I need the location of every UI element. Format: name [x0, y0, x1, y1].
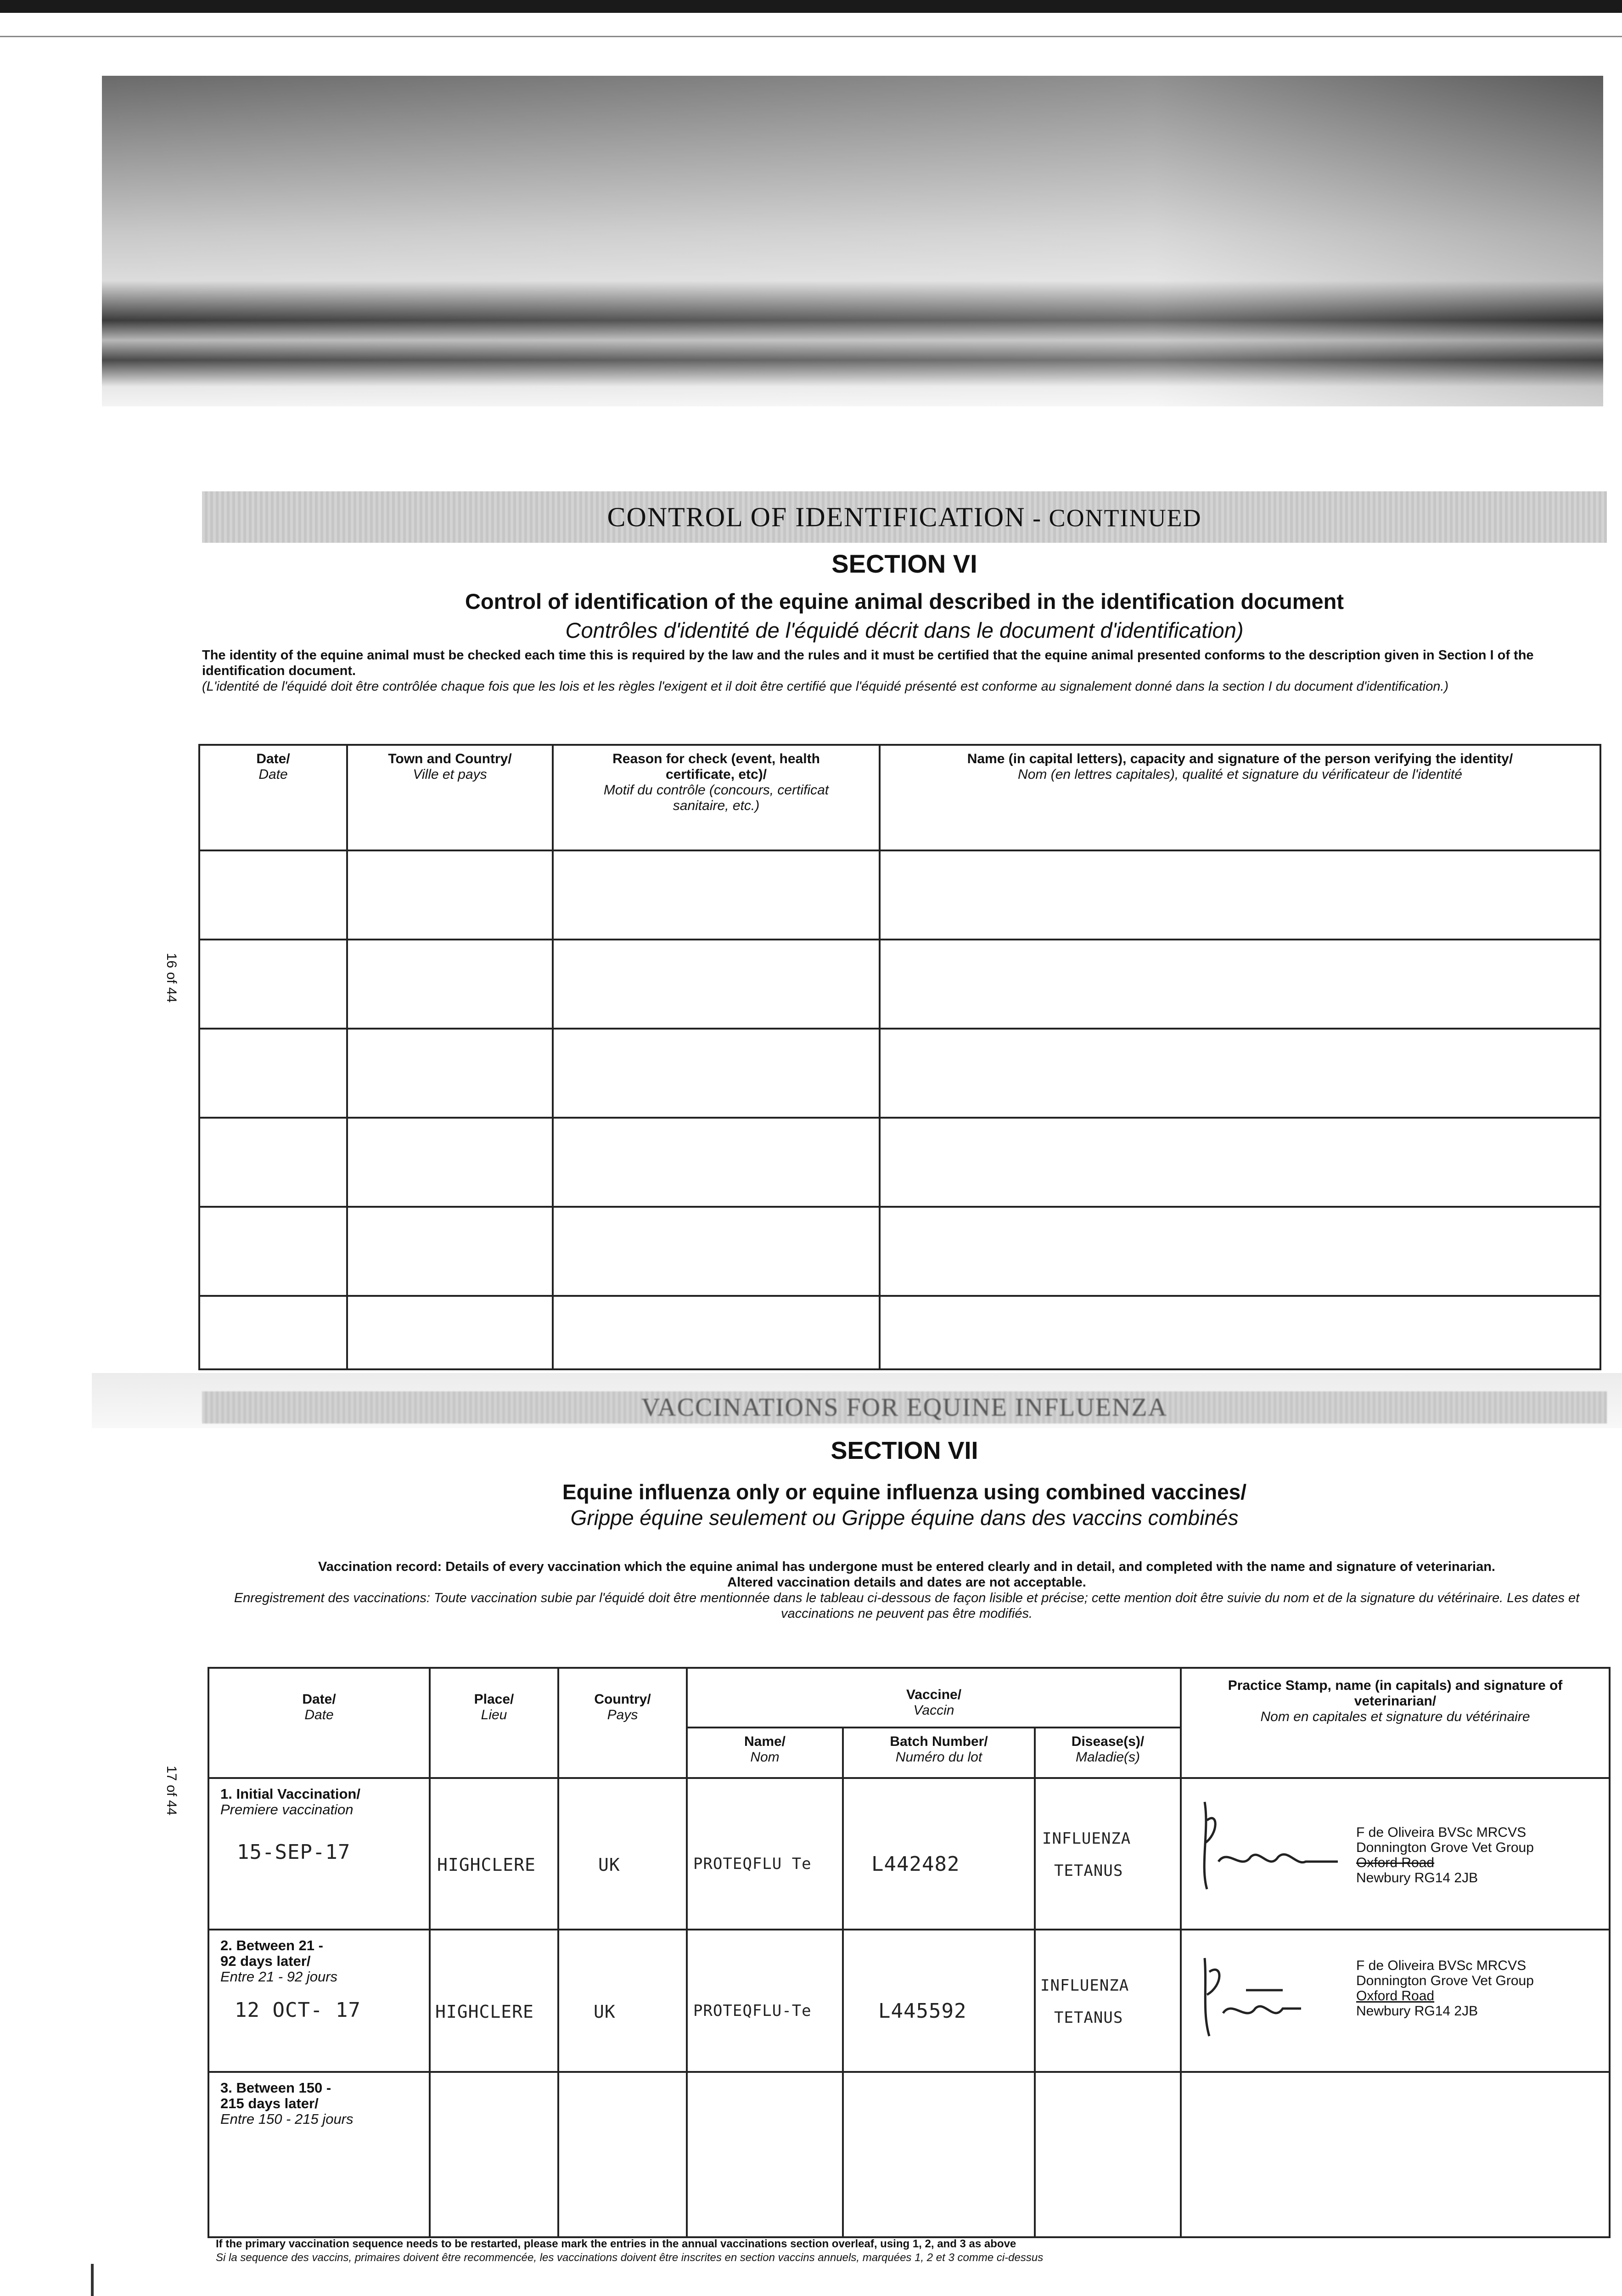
stamp-line: F de Oliveira BVSc MRCVS [1356, 1958, 1527, 1973]
vacc-country-cell[interactable] [558, 1778, 687, 1930]
row-label: 3. Between 150 - 215 days later/ [220, 2080, 331, 2111]
vacc-name-cell[interactable] [687, 1778, 843, 1930]
reason-cell[interactable] [553, 940, 880, 1029]
vacc-batch-cell[interactable] [843, 1778, 1035, 1930]
section6-intro-en: The identity of the equine animal must be checked each time this is required by the law and the rules and it must be certified that the equine animal presented conforms to the description given in Section I of the identification document. [202, 648, 1534, 678]
reason-cell[interactable] [553, 1029, 880, 1118]
row-label-fr: Entre 21 - 92 jours [220, 1969, 338, 1985]
verifier-cell[interactable] [880, 1029, 1600, 1118]
vacc-date-cell[interactable] [208, 1778, 430, 1930]
vacc-name-cell[interactable] [687, 1930, 843, 2072]
date-cell[interactable] [199, 1118, 347, 1207]
vacc-disease-value-1: INFLUENZA [1042, 1829, 1131, 1848]
vacc-batch-value: L442482 [871, 1852, 960, 1876]
table-row [199, 1296, 1600, 1369]
vacc-country-value: UK [598, 1855, 620, 1875]
vacc-disease-header: Disease(s)/ Maladie(s) [1035, 1728, 1181, 1778]
page-number-upper: 16 of 44 [164, 953, 179, 1003]
vacc-batch-cell[interactable] [843, 2072, 1035, 2237]
row-label-fr: Premiere vaccination [220, 1801, 354, 1818]
practice-stamp [1356, 1825, 1534, 1885]
section6-title-fr: Contrôles d'identité de l'équidé décrit dans le document d'identification) [565, 618, 1244, 642]
vacc-vaccine-header: Vaccine/ Vaccin [687, 1668, 1181, 1728]
date-cell[interactable] [199, 1207, 347, 1296]
col-date-header: Date/ Date [199, 745, 347, 850]
practice-stamp [1356, 1958, 1534, 2019]
stamp-line: F de Oliveira BVSc MRCVS [1356, 1825, 1527, 1840]
town-cell[interactable] [347, 940, 553, 1029]
section6-intro [202, 647, 1579, 694]
reason-cell[interactable] [553, 1296, 880, 1369]
row-label-fr: Entre 150 - 215 jours [220, 2111, 354, 2127]
vacc-place-header: Place/ Lieu [430, 1668, 558, 1778]
vacc-name-cell[interactable] [687, 2072, 843, 2237]
footnote-en: If the primary vaccination sequence needs to be restarted, please mark the entries in the annual vaccinations section overleaf, using 1, 2, and 3 as above [216, 2238, 1016, 2250]
town-cell[interactable] [347, 1118, 553, 1207]
page-number-lower: 17 of 44 [164, 1766, 179, 1816]
stamp-line: Oxford Road [1356, 1988, 1435, 2003]
section7-title-en: Equine influenza only or equine influenza using combined vaccines/ [562, 1480, 1247, 1504]
vacc-date-cell[interactable] [208, 1930, 430, 2072]
vacc-date-cell[interactable] [208, 2072, 430, 2237]
vacc-name-header: Name/ Nom [687, 1728, 843, 1778]
verifier-cell[interactable] [880, 1296, 1600, 1369]
verifier-cell[interactable] [880, 1118, 1600, 1207]
vacc-country-value: UK [594, 2002, 616, 2022]
vacc-place-value: HIGHCLERE [435, 2002, 534, 2022]
town-cell[interactable] [347, 850, 553, 940]
record-en-2: Altered vaccination details and dates are not acceptable. [727, 1575, 1086, 1590]
col-town-header: Town and Country/ Ville et pays [347, 745, 553, 850]
vaccination-record-text [216, 1559, 1598, 1621]
vacc-country-cell[interactable] [558, 2072, 687, 2237]
date-cell[interactable] [199, 1029, 347, 1118]
vacc-place-cell[interactable] [430, 2072, 558, 2237]
stamp-line: Donnington Grove Vet Group [1356, 1973, 1534, 1988]
section7-label: SECTION VII [831, 1437, 978, 1464]
col-verifier-header: Name (in capital letters), capacity and signature of the person verifying the identity/ Nom (en lettres capitales), qualité et signature du vérificateur de l'identité [880, 745, 1600, 850]
vacc-stamp-cell[interactable] [1181, 2072, 1610, 2237]
section6-banner-title: CONTROL OF IDENTIFICATION [607, 502, 1026, 532]
vacc-date-value: 15-SEP-17 [237, 1840, 351, 1864]
vacc-country-cell[interactable] [558, 1930, 687, 2072]
row-label: 1. Initial Vaccination/ [220, 1786, 360, 1802]
vacc-disease-value-2: TETANUS [1054, 1862, 1123, 1880]
record-en: Vaccination record: Details of every vaccination which the equine animal has undergone must be entered clearly and in detail, and completed with the name and signature of veterinarian. [318, 1559, 1495, 1574]
vacc-place-value: HIGHCLERE [437, 1855, 536, 1875]
town-cell[interactable] [347, 1296, 553, 1369]
table-row [199, 850, 1600, 940]
verifier-cell[interactable] [880, 940, 1600, 1029]
col-reason-header: Reason for check (event, health certificate, etc)/ Motif du contrôle (concours, certificat sanitaire, etc.) [553, 745, 880, 850]
vaccination-table [208, 1667, 1611, 2238]
vacc-batch-cell[interactable] [843, 1930, 1035, 2072]
footnote [216, 2237, 1547, 2265]
scan-edge-line [0, 36, 1622, 37]
section6-banner-continued: - CONTINUED [1025, 504, 1202, 532]
vacc-stamp-cell[interactable] [1181, 1930, 1610, 2072]
stamp-line: Oxford Road [1356, 1855, 1435, 1870]
vaccination-row-initial [208, 1778, 1610, 1930]
vaccination-row-second [208, 1930, 1610, 2072]
identification-check-table [198, 744, 1601, 1370]
veterinarian-signature [1191, 1793, 1347, 1903]
vaccination-row-third [208, 2072, 1610, 2237]
town-cell[interactable] [347, 1029, 553, 1118]
vacc-batch-header: Batch Number/ Numéro du lot [843, 1728, 1035, 1778]
stamp-line: Newbury RG14 2JB [1356, 1870, 1478, 1885]
table-row [199, 1207, 1600, 1296]
vacc-batch-value: L445592 [878, 1999, 967, 2023]
scan-left-mark [91, 2264, 94, 2296]
vacc-country-header: Country/ Pays [558, 1668, 687, 1778]
table-row [199, 1118, 1600, 1207]
scan-top-edge [0, 0, 1622, 13]
stamp-line: Donnington Grove Vet Group [1356, 1840, 1534, 1855]
vacc-date-header: Date/ Date [208, 1668, 430, 1778]
verifier-cell[interactable] [880, 1207, 1600, 1296]
footnote-fr: Si la sequence des vaccins, primaires doivent être recommencée, les vaccinations doivent être inscrites en section vaccins annuels, marquées 1, 2 et 3 comme ci-dessus [216, 2251, 1044, 2264]
section7-title-fr: Grippe équine seulement ou Grippe équine dans des vaccins combinés [570, 1506, 1239, 1530]
reason-cell[interactable] [553, 1118, 880, 1207]
vacc-stamp-header: Practice Stamp, name (in capitals) and signature of veterinarian/ Nom en capitales et signature du vétérinaire [1181, 1668, 1610, 1778]
section6-banner [202, 491, 1607, 543]
reason-cell[interactable] [553, 1207, 880, 1296]
vacc-disease-value-2: TETANUS [1054, 2009, 1123, 2027]
vacc-date-value: 12 OCT- 17 [235, 1998, 361, 2022]
vacc-disease-value-1: INFLUENZA [1040, 1976, 1129, 1995]
row-label: 2. Between 21 - 92 days later/ [220, 1937, 323, 1969]
stamp-line: Newbury RG14 2JB [1356, 2003, 1478, 2019]
vacc-name-value: PROTEQFLU-Te [693, 2002, 812, 2020]
vacc-stamp-cell[interactable] [1181, 1778, 1610, 1930]
town-cell[interactable] [347, 1207, 553, 1296]
table-row [199, 1029, 1600, 1118]
date-cell[interactable] [199, 1296, 347, 1369]
reason-cell[interactable] [553, 850, 880, 940]
date-cell[interactable] [199, 940, 347, 1029]
record-fr: Enregistrement des vaccinations: Toute vaccination subie par l'équidé doit être mentionnée dans le tableau ci-dessous de façon lisible et précise; cette mention doit être suivie du nom et de la signature du vétérinaire. Les dates et vaccinations ne peuvent pas être modifiés. [234, 1591, 1580, 1621]
table-row [199, 940, 1600, 1029]
section7-banner: VACCINATIONS FOR EQUINE INFLUENZA [202, 1391, 1607, 1424]
section6-label: SECTION VI [831, 549, 977, 578]
vacc-disease-cell[interactable] [1035, 2072, 1181, 2237]
verifier-cell[interactable] [880, 850, 1600, 940]
binding-photo-area [102, 76, 1603, 406]
vacc-name-value: PROTEQFLU Te [693, 1855, 812, 1873]
date-cell[interactable] [199, 850, 347, 940]
veterinarian-signature [1191, 1944, 1347, 2054]
section6-title-en: Control of identification of the equine animal described in the identification document [465, 589, 1344, 613]
section6-intro-fr: (L'identité de l'équidé doit être contrôlée chaque fois que les lois et les règles l'exigent et il doit être certifié que l'équidé présenté est conforme au signalement donné dans la section I du document d'identification.) [202, 679, 1449, 694]
